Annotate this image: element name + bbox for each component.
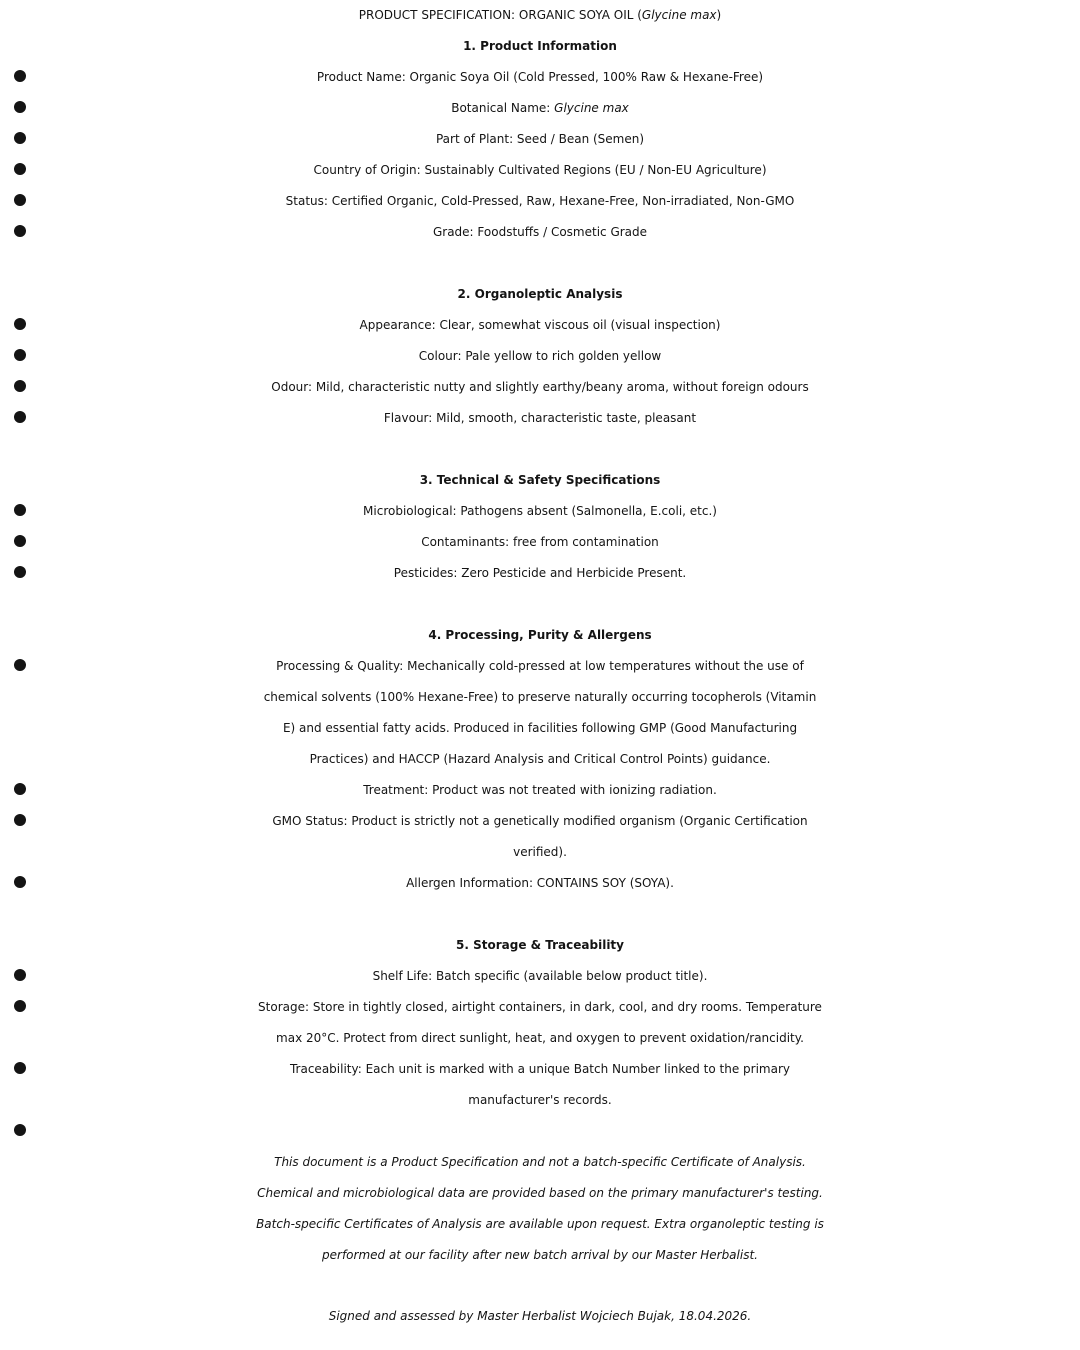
list-item: Contaminants: free from contamination [421,535,659,549]
title-latin-name: Glycine max [641,8,717,22]
section-heading: 4. Processing, Purity & Allergens [428,628,652,642]
list-item-label: Botanical Name: [451,101,555,115]
list-item-continuation: manufacturer's records. [468,1093,612,1107]
list-item: Appearance: Clear, somewhat viscous oil (visual inspection) [359,318,721,332]
list-item: Processing & Quality: Mechanically cold-pressed at low temperatures without the use of [276,659,804,673]
list-item: Traceability: Each unit is marked with a unique Batch Number linked to the primary [289,1062,790,1076]
list-item-continuation: Practices) and HACCP (Hazard Analysis and Critical Control Points) guidance. [309,752,771,766]
document-title [0,0,1080,31]
list-item-continuation: max 20°C. Protect from direct sunlight, heat, and oxygen to prevent oxidation/rancidity. [276,1031,804,1045]
list-item: Shelf Life: Batch specific (available below product title). [372,969,708,983]
list-item: Treatment: Product was not treated with ionizing radiation. [363,783,717,797]
disclaimer-line: This document is a Product Specification and not a batch-specific Certificate of Analysis. [274,1155,806,1169]
list-item: Country of Origin: Sustainably Cultivated Regions (EU / Non-EU Agriculture) [313,163,767,177]
list-item-continuation: E) and essential fatty acids. Produced in facilities following GMP (Good Manufacturing [282,721,798,735]
list-item: Flavour: Mild, smooth, characteristic taste, pleasant [383,411,697,425]
title-prefix: PRODUCT SPECIFICATION: ORGANIC SOYA OIL ( [358,8,642,22]
signature: Signed and assessed by Master Herbalist Wojciech Bujak, 18.04.2026. [328,1309,752,1323]
section-heading: 1. Product Information [463,39,617,53]
list-item: Microbiological: Pathogens absent (Salmonella, E.coli, etc.) [363,504,717,518]
disclaimer-line: Chemical and microbiological data are provided based on the primary manufacturer's testing. [257,1186,823,1200]
list-item-continuation: verified). [513,845,567,859]
list-item: GMO Status: Product is strictly not a genetically modified organism (Organic Certification [272,814,808,828]
list-item-empty [0,1116,1080,1147]
list-item: Status: Certified Organic, Cold-Pressed, Raw, Hexane-Free, Non-irradiated, Non-GMO [285,194,795,208]
list-item: Part of Plant: Seed / Bean (Semen) [435,132,645,146]
list-item: Storage: Store in tightly closed, airtight containers, in dark, cool, and dry rooms. Temperature [258,1000,822,1014]
disclaimer-line: performed at our facility after new batch arrival by our Master Herbalist. [322,1248,758,1262]
list-item: Grade: Foodstuffs / Cosmetic Grade [432,225,648,239]
title-suffix: ) [716,8,722,22]
section-heading: 3. Technical & Safety Specifications [419,473,661,487]
section-heading: 2. Organoleptic Analysis [457,287,623,301]
list-item: Odour: Mild, characteristic nutty and slightly earthy/beany aroma, without foreign odours [271,380,809,394]
section-heading: 5. Storage & Traceability [456,938,624,952]
list-item [0,93,1080,124]
list-item-continuation: chemical solvents (100% Hexane-Free) to preserve naturally occurring tocopherols (Vitamin [263,690,817,704]
latin-name: Glycine max [554,101,629,115]
list-item: Product Name: Organic Soya Oil (Cold Pressed, 100% Raw & Hexane-Free) [316,70,764,84]
list-item: Colour: Pale yellow to rich golden yellow [418,349,662,363]
list-item: Allergen Information: CONTAINS SOY (SOYA). [406,876,674,890]
disclaimer-line: Batch-specific Certificates of Analysis are available upon request. Extra organoleptic testing is [256,1217,824,1231]
list-item: Pesticides: Zero Pesticide and Herbicide Present. [393,566,687,580]
